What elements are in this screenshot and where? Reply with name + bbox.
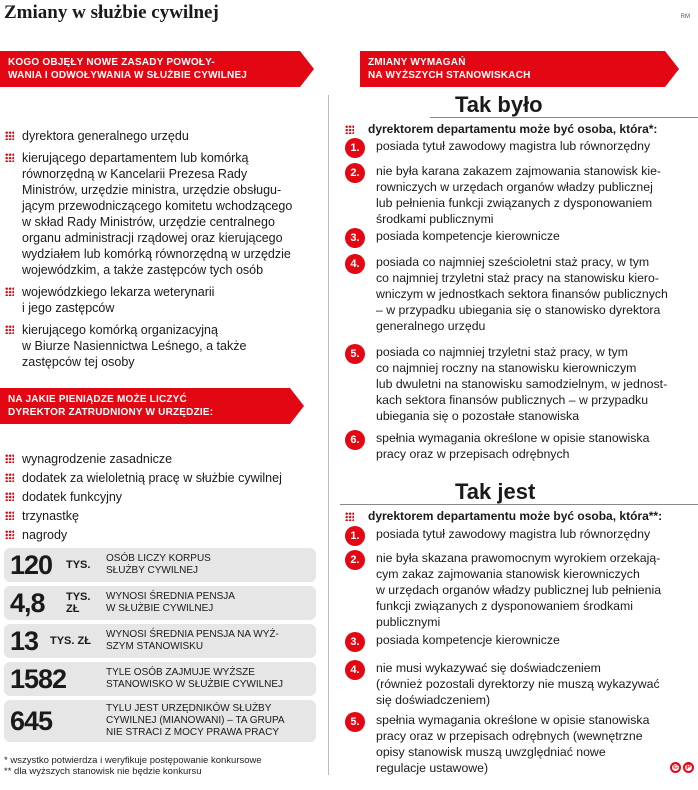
- bullet-icon: [345, 512, 354, 521]
- list-item: dyrektora generalnego urzędu: [5, 128, 325, 144]
- stat-desc: OSÓB LICZY KORPUS SŁUŻBY CYWILNEJ: [106, 553, 211, 576]
- money-list: [5, 451, 325, 543]
- credit: RM: [680, 14, 690, 20]
- bullet-icon: [5, 511, 14, 520]
- bullet-icon: [5, 131, 14, 140]
- stat-value: 120: [10, 549, 53, 580]
- stat-value: 13: [10, 625, 39, 656]
- list-item: wynagrodzenie zasadnicze: [5, 451, 325, 467]
- copyright-icon: ©: [670, 762, 681, 773]
- publisher-logo: [670, 762, 694, 773]
- stat-value: 4,8: [10, 587, 45, 618]
- before-heading: Tak było: [455, 92, 543, 117]
- bullet-icon: [5, 454, 14, 463]
- heading-rule: [340, 504, 698, 505]
- footnote: ** dla wyższych stanowisk nie będzie konkursu: [4, 766, 202, 777]
- requirement-item: 3. posiada kompetencje kierownicze: [345, 228, 695, 248]
- number-badge: 4.: [345, 254, 365, 274]
- number-badge: 1.: [345, 138, 365, 158]
- requirement-item: 4. nie musi wykazywać się doświadczeniem (również pozostali dyrektorzy nie muszą wykazywać się doświadczeniem): [345, 660, 695, 708]
- stat-desc: TYLE OSÓB ZAJMUJE WYŻSZE STANOWISKO W SŁUŻBIE CYWILNEJ: [106, 667, 284, 690]
- number-badge: 5.: [345, 344, 365, 364]
- publisher-icon: P: [683, 762, 694, 773]
- list-item: wojewódzkiego lekarza weterynarii i jego zastępców: [5, 284, 325, 316]
- band-who: [0, 51, 300, 87]
- page-title: Zmiany w służbie cywilnej: [4, 2, 219, 23]
- band-money: [0, 388, 290, 424]
- list-item: kierującego departamentem lub komórką równorzędną w Kancelarii Prezesa Rady Ministrów, urzędzie ministra, urzędzie obsługu- jącym przewodniczącego komitetu wchodzącego w skład Rady Ministrów, urzędzie centralnego organu administracji rządowej oraz kierującego wydziałem lub komórką równorzędną w urzędzie wojewódzkim, a także zastępców tych osób: [5, 150, 325, 278]
- requirement-item: 5. posiada co najmniej trzyletni staż pracy, w tym co najmniej roczny na stanowisku kierowniczym lub dwuletni na stanowisku samodzielnym, w jednost- kach sektora finansów publicznych – w przypadku ubiegania się o pozostałe stanowiska: [345, 344, 695, 424]
- list-item: dodatek funkcyjny: [5, 489, 325, 505]
- bullet-icon: [5, 153, 14, 162]
- number-badge: 6.: [345, 430, 365, 450]
- number-badge: 2.: [345, 163, 365, 183]
- band-money-line: DYREKTOR ZATRUDNIONY W URZĘDZIE:: [8, 407, 214, 418]
- stat-box: [4, 586, 316, 620]
- bullet-icon: [5, 287, 14, 296]
- band-money-line: NA JAKIE PIENIĄDZE MOŻE LICZYĆ: [8, 394, 187, 405]
- requirement-item: 5. spełnia wymagania określone w opisie stanowiska pracy oraz w przepisach odrębnych (wewnętrzne opisy stanowisk muszą uwzględniać nowe regulacje ustawowe): [345, 712, 695, 776]
- stat-box: [4, 548, 316, 582]
- requirement-item: 1. posiada tytuł zawodowy magistra lub równorzędny: [345, 526, 695, 546]
- band-requirements: [360, 51, 665, 87]
- heading-rule: [430, 117, 698, 118]
- bullet-icon: [5, 530, 14, 539]
- number-badge: 1.: [345, 526, 365, 546]
- stat-desc: WYNOSI ŚREDNIA PENSJA W SŁUŻBIE CYWILNEJ: [106, 591, 235, 614]
- stat-unit: TYS. ZŁ: [50, 635, 91, 647]
- band-who-line: KOGO OBJĘŁY NOWE ZASADY POWOŁY-: [8, 57, 215, 68]
- stat-unit: TYS.: [66, 559, 91, 571]
- number-badge: 3.: [345, 228, 365, 248]
- number-badge: 5.: [345, 712, 365, 732]
- list-item: nagrody: [5, 527, 325, 543]
- number-badge: 3.: [345, 632, 365, 652]
- stat-unit: TYS. ZŁ: [66, 591, 91, 615]
- bullet-icon: [5, 492, 14, 501]
- bullet-icon: [5, 473, 14, 482]
- requirement-item: 1. posiada tytuł zawodowy magistra lub równorzędny: [345, 138, 695, 158]
- number-badge: 4.: [345, 660, 365, 680]
- stat-box: [4, 700, 316, 742]
- column-divider: [328, 95, 329, 775]
- bullet-icon: [5, 325, 14, 334]
- before-subtitle: dyrektorem departamentu może być osoba, która*:: [345, 122, 657, 136]
- requirement-item: 2. nie była skazana prawomocnym wyrokiem orzekają- cym zakaz zajmowania stanowisk kierowniczych w urzędach organów władzy publicznej lub pełnienia funkcji związanych z dysponowaniem środkami publicznymi: [345, 550, 695, 630]
- after-subtitle: dyrektorem departamentu może być osoba, która**:: [345, 509, 662, 523]
- band-who-line: WANIA I ODWOŁYWANIA W SŁUŻBIE CYWILNEJ: [8, 70, 248, 81]
- requirement-item: 2. nie była karana zakazem zajmowania stanowisk kie- rowniczych w urzędach organów władzy publicznej lub pełnienia funkcji związanych z dysponowaniem środkami publicznymi: [345, 163, 695, 227]
- stat-desc: TYLU JEST URZĘDNIKÓW SŁUŻBY CYWILNEJ (MIANOWANI) – TA GRUPA NIE STRACI Z MOCY PRAWA PRACY: [106, 703, 285, 738]
- list-item: dodatek za wieloletnią pracę w służbie cywilnej: [5, 470, 325, 486]
- stat-box: [4, 624, 316, 658]
- footnote: * wszystko potwierdza i weryfikuje postępowanie konkursowe: [4, 755, 262, 766]
- stat-desc: WYNOSI ŚREDNIA PENSJA NA WYŻ- SZYM STANOWISKU: [106, 629, 279, 652]
- list-item: kierującego komórką organizacyjną w Biurze Nasiennictwa Leśnego, a także zastępców tej osoby: [5, 322, 325, 370]
- requirement-item: 6. spełnia wymagania określone w opisie stanowiska pracy oraz w przepisach odrębnych: [345, 430, 695, 462]
- stat-value: 645: [10, 705, 53, 736]
- bullet-icon: [345, 125, 354, 134]
- band-req-line: NA WYŻSZYCH STANOWISKACH: [368, 70, 531, 81]
- list-item: trzynastkę: [5, 508, 325, 524]
- requirement-item: 3. posiada kompetencje kierownicze: [345, 632, 695, 652]
- requirement-item: 4. posiada co najmniej sześcioletni staż pracy, w tym co najmniej trzyletni staż pracy na stanowisku kiero- wniczym w jednostkach sektora finansów publicznych – w przypadku ubiegania się o stanowisko dyrektora generalnego urzędu: [345, 254, 695, 334]
- after-heading: Tak jest: [455, 479, 536, 504]
- footnotes: [4, 755, 262, 777]
- number-badge: 2.: [345, 550, 365, 570]
- who-list: [5, 128, 325, 370]
- stat-box: [4, 662, 316, 696]
- band-req-line: ZMIANY WYMAGAŃ: [368, 57, 466, 68]
- stat-value: 1582: [10, 663, 67, 694]
